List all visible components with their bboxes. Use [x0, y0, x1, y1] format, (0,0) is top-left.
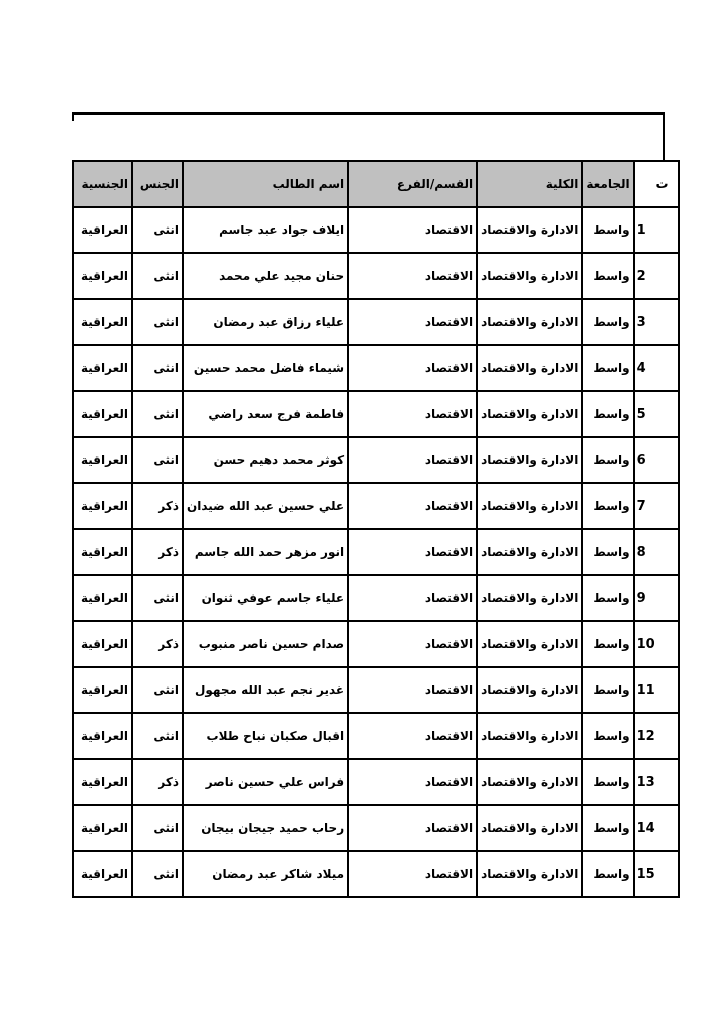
cell-department: الاقتصاد — [348, 253, 477, 299]
cell-index: 10 — [634, 621, 679, 667]
cell-department: الاقتصاد — [348, 713, 477, 759]
cell-nationality: العراقية — [73, 805, 132, 851]
cell-index: 5 — [634, 391, 679, 437]
cell-student_name: حنان مجيد علي محمد — [183, 253, 348, 299]
cell-university: واسط — [582, 713, 633, 759]
cell-university: واسط — [582, 299, 633, 345]
table-row — [73, 437, 679, 483]
cell-gender: انثى — [132, 391, 183, 437]
table-row — [73, 529, 679, 575]
cell-college: الادارة والاقتصاد — [477, 207, 582, 253]
cell-nationality: العراقية — [73, 667, 132, 713]
cell-college: الادارة والاقتصاد — [477, 851, 582, 897]
cell-gender: انثى — [132, 667, 183, 713]
cell-university: واسط — [582, 345, 633, 391]
cell-gender: ذكر — [132, 759, 183, 805]
cell-university: واسط — [582, 437, 633, 483]
cell-gender: انثى — [132, 253, 183, 299]
table-row — [73, 621, 679, 667]
cell-index: 2 — [634, 253, 679, 299]
cell-index: 7 — [634, 483, 679, 529]
table-row — [73, 759, 679, 805]
cell-nationality: العراقية — [73, 529, 132, 575]
table-row — [73, 345, 679, 391]
cell-university: واسط — [582, 529, 633, 575]
cell-index: 9 — [634, 575, 679, 621]
cell-index: 15 — [634, 851, 679, 897]
cell-nationality: العراقية — [73, 483, 132, 529]
cell-student_name: صدام حسين ناصر منبوب — [183, 621, 348, 667]
col-header-gender: الجنس — [132, 161, 183, 207]
cell-university: واسط — [582, 483, 633, 529]
table-row — [73, 253, 679, 299]
cell-college: الادارة والاقتصاد — [477, 253, 582, 299]
cell-department: الاقتصاد — [348, 345, 477, 391]
col-header-department: القسم/الفرع — [348, 161, 477, 207]
cell-nationality: العراقية — [73, 851, 132, 897]
cell-department: الاقتصاد — [348, 529, 477, 575]
cell-college: الادارة والاقتصاد — [477, 667, 582, 713]
cell-student_name: رحاب حميد جيجان بيجان — [183, 805, 348, 851]
table-row — [73, 483, 679, 529]
cell-student_name: فراس علي حسين ناصر — [183, 759, 348, 805]
table-body — [73, 207, 679, 897]
cell-university: واسط — [582, 805, 633, 851]
cell-nationality: العراقية — [73, 575, 132, 621]
cell-department: الاقتصاد — [348, 207, 477, 253]
col-header-nationality: الجنسية — [73, 161, 132, 207]
cell-college: الادارة والاقتصاد — [477, 575, 582, 621]
cell-department: الاقتصاد — [348, 667, 477, 713]
cell-student_name: فاطمة فرج سعد راضي — [183, 391, 348, 437]
cell-gender: انثى — [132, 805, 183, 851]
cell-gender: انثى — [132, 437, 183, 483]
top-rule — [72, 112, 665, 160]
table-row — [73, 299, 679, 345]
col-header-university: الجامعة — [582, 161, 633, 207]
cell-student_name: علياء جاسم عوفي ثنوان — [183, 575, 348, 621]
cell-college: الادارة والاقتصاد — [477, 621, 582, 667]
col-header-college: الكلية — [477, 161, 582, 207]
cell-university: واسط — [582, 759, 633, 805]
cell-gender: ذكر — [132, 621, 183, 667]
table-row — [73, 851, 679, 897]
cell-nationality: العراقية — [73, 253, 132, 299]
cell-university: واسط — [582, 575, 633, 621]
cell-college: الادارة والاقتصاد — [477, 391, 582, 437]
table-row — [73, 575, 679, 621]
cell-department: الاقتصاد — [348, 437, 477, 483]
cell-index: 11 — [634, 667, 679, 713]
cell-nationality: العراقية — [73, 713, 132, 759]
cell-index: 12 — [634, 713, 679, 759]
cell-nationality: العراقية — [73, 299, 132, 345]
cell-university: واسط — [582, 667, 633, 713]
cell-department: الاقتصاد — [348, 575, 477, 621]
cell-college: الادارة والاقتصاد — [477, 437, 582, 483]
students-table — [72, 160, 680, 898]
cell-university: واسط — [582, 391, 633, 437]
col-header-student-name: اسم الطالب — [183, 161, 348, 207]
cell-department: الاقتصاد — [348, 851, 477, 897]
cell-gender: انثى — [132, 575, 183, 621]
cell-college: الادارة والاقتصاد — [477, 759, 582, 805]
cell-index: 8 — [634, 529, 679, 575]
cell-gender: ذكر — [132, 529, 183, 575]
cell-nationality: العراقية — [73, 621, 132, 667]
cell-nationality: العراقية — [73, 391, 132, 437]
cell-index: 1 — [634, 207, 679, 253]
cell-department: الاقتصاد — [348, 483, 477, 529]
cell-department: الاقتصاد — [348, 299, 477, 345]
cell-index: 13 — [634, 759, 679, 805]
table-row — [73, 713, 679, 759]
col-header-index: ت — [634, 161, 679, 207]
cell-college: الادارة والاقتصاد — [477, 529, 582, 575]
cell-nationality: العراقية — [73, 207, 132, 253]
cell-gender: انثى — [132, 207, 183, 253]
cell-college: الادارة والاقتصاد — [477, 713, 582, 759]
cell-student_name: شيماء فاضل محمد حسين — [183, 345, 348, 391]
cell-university: واسط — [582, 253, 633, 299]
cell-gender: ذكر — [132, 483, 183, 529]
cell-university: واسط — [582, 207, 633, 253]
cell-nationality: العراقية — [73, 437, 132, 483]
table-row — [73, 667, 679, 713]
cell-student_name: ايلاف جواد عبد جاسم — [183, 207, 348, 253]
cell-index: 4 — [634, 345, 679, 391]
cell-gender: انثى — [132, 345, 183, 391]
table-row — [73, 391, 679, 437]
cell-index: 14 — [634, 805, 679, 851]
header-row — [73, 161, 679, 207]
cell-department: الاقتصاد — [348, 621, 477, 667]
cell-index: 3 — [634, 299, 679, 345]
cell-nationality: العراقية — [73, 345, 132, 391]
cell-index: 6 — [634, 437, 679, 483]
cell-department: الاقتصاد — [348, 805, 477, 851]
cell-university: واسط — [582, 621, 633, 667]
cell-gender: انثى — [132, 713, 183, 759]
cell-gender: انثى — [132, 299, 183, 345]
cell-student_name: انور مزهر حمد الله جاسم — [183, 529, 348, 575]
cell-student_name: علياء رزاق عبد رمضان — [183, 299, 348, 345]
cell-student_name: اقبال صكبان نباح طلاب — [183, 713, 348, 759]
cell-college: الادارة والاقتصاد — [477, 345, 582, 391]
cell-student_name: ميلاد شاكر عبد رمضان — [183, 851, 348, 897]
cell-gender: انثى — [132, 851, 183, 897]
cell-student_name: علي حسين عبد الله ضيدان — [183, 483, 348, 529]
cell-college: الادارة والاقتصاد — [477, 805, 582, 851]
table-row — [73, 805, 679, 851]
table-row — [73, 207, 679, 253]
cell-student_name: غدير نجم عبد الله مجهول — [183, 667, 348, 713]
cell-college: الادارة والاقتصاد — [477, 483, 582, 529]
cell-department: الاقتصاد — [348, 391, 477, 437]
cell-student_name: كوثر محمد دهيم حسن — [183, 437, 348, 483]
cell-university: واسط — [582, 851, 633, 897]
cell-department: الاقتصاد — [348, 759, 477, 805]
cell-nationality: العراقية — [73, 759, 132, 805]
cell-college: الادارة والاقتصاد — [477, 299, 582, 345]
